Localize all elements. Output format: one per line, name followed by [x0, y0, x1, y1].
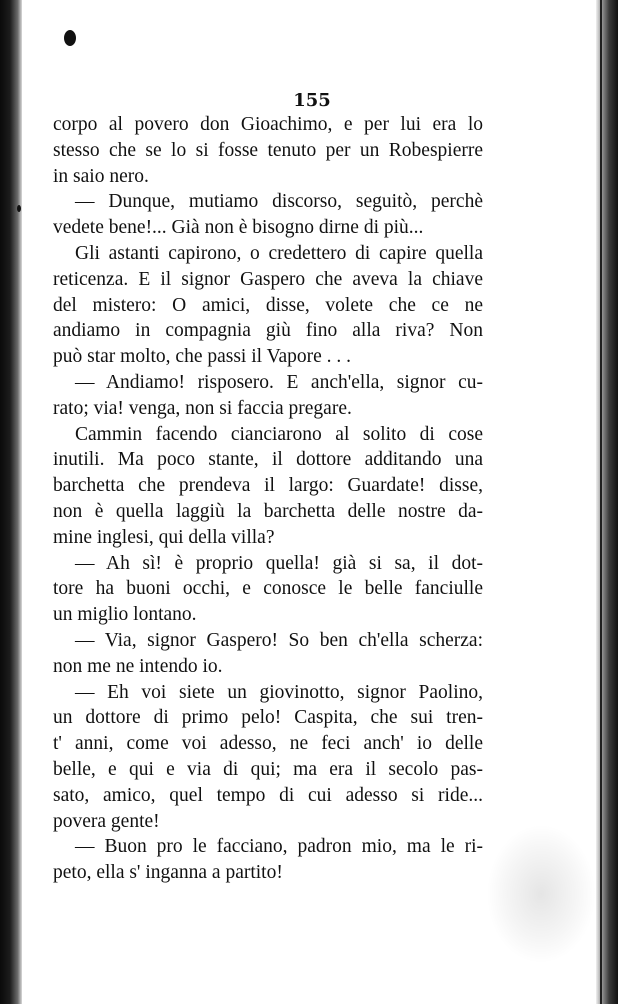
text-line: in saio nero.	[53, 165, 149, 187]
text-line: — Via, signor Gaspero! So ben ch'ella scherza:	[75, 629, 483, 651]
text-line: tore ha buoni occhi, e conosce le belle fanciulle	[53, 578, 483, 600]
text-line: rato; via! venga, non si faccia pregare.	[53, 397, 352, 419]
text-line: — Buon pro le facciano, padron mio, ma le ri-	[75, 836, 483, 858]
text-line: — Andiamo! risposero. E anch'ella, signor cu-	[75, 371, 483, 393]
text-line: peto, ella s' inganna a partito!	[53, 862, 283, 884]
text-line: t' anni, come voi adesso, ne feci anch' io delle	[53, 733, 483, 755]
text-line: Cammin facendo cianciarono al solito di cose	[75, 423, 483, 445]
text-line: reticenza. E il signor Gaspero che aveva la chiave	[53, 268, 483, 290]
text-line: stesso che se lo si fosse tenuto per un Robespierre	[53, 139, 483, 161]
paper-stain	[486, 824, 596, 964]
page-number: 155	[293, 90, 331, 111]
ink-speck	[64, 30, 76, 46]
text-line: può star molto, che passi il Vapore . . .	[53, 346, 352, 368]
text-line: mine inglesi, qui della villa?	[53, 526, 275, 548]
text-line: — Eh voi siete un giovinotto, signor Paolino,	[75, 681, 483, 703]
text-line: belle, e qui e via di qui; ma era il secolo pas-	[53, 758, 483, 780]
text-line: — Ah sì! è proprio quella! già si sa, il dot-	[75, 552, 483, 574]
text-line: vedete bene!... Già non è bisogno dirne di più...	[53, 217, 424, 239]
text-line: sato, amico, quel tempo di cui adesso si ride...	[53, 784, 483, 806]
binding-shadow-left	[0, 0, 22, 1004]
text-line: non me ne intendo io.	[53, 655, 223, 677]
body-text	[53, 112, 483, 886]
text-line: un miglio lontano.	[53, 604, 197, 626]
text-line: non è quella laggiù la barchetta delle nostre da-	[53, 500, 483, 522]
text-line: — Dunque, mutiamo discorso, seguitò, perchè	[75, 191, 483, 213]
text-line: del mistero: O amici, disse, volete che ce ne	[53, 294, 483, 316]
text-line: barchetta che prendeva il largo: Guardate! disse,	[53, 475, 483, 497]
text-line: corpo al povero don Gioachimo, e per lui era lo	[53, 114, 483, 135]
text-line: inutili. Ma poco stante, il dottore additando una	[53, 449, 483, 471]
ink-speck-small	[17, 205, 21, 212]
text-line: Gli astanti capirono, o credettero di capire quella	[75, 242, 483, 264]
text-line: povera gente!	[53, 810, 160, 832]
page-edge-line	[600, 0, 602, 1004]
text-line: andiamo in compagnia giù fino alla riva? Non	[53, 320, 483, 342]
text-line: un dottore di primo pelo! Caspita, che sui tren-	[53, 707, 483, 729]
